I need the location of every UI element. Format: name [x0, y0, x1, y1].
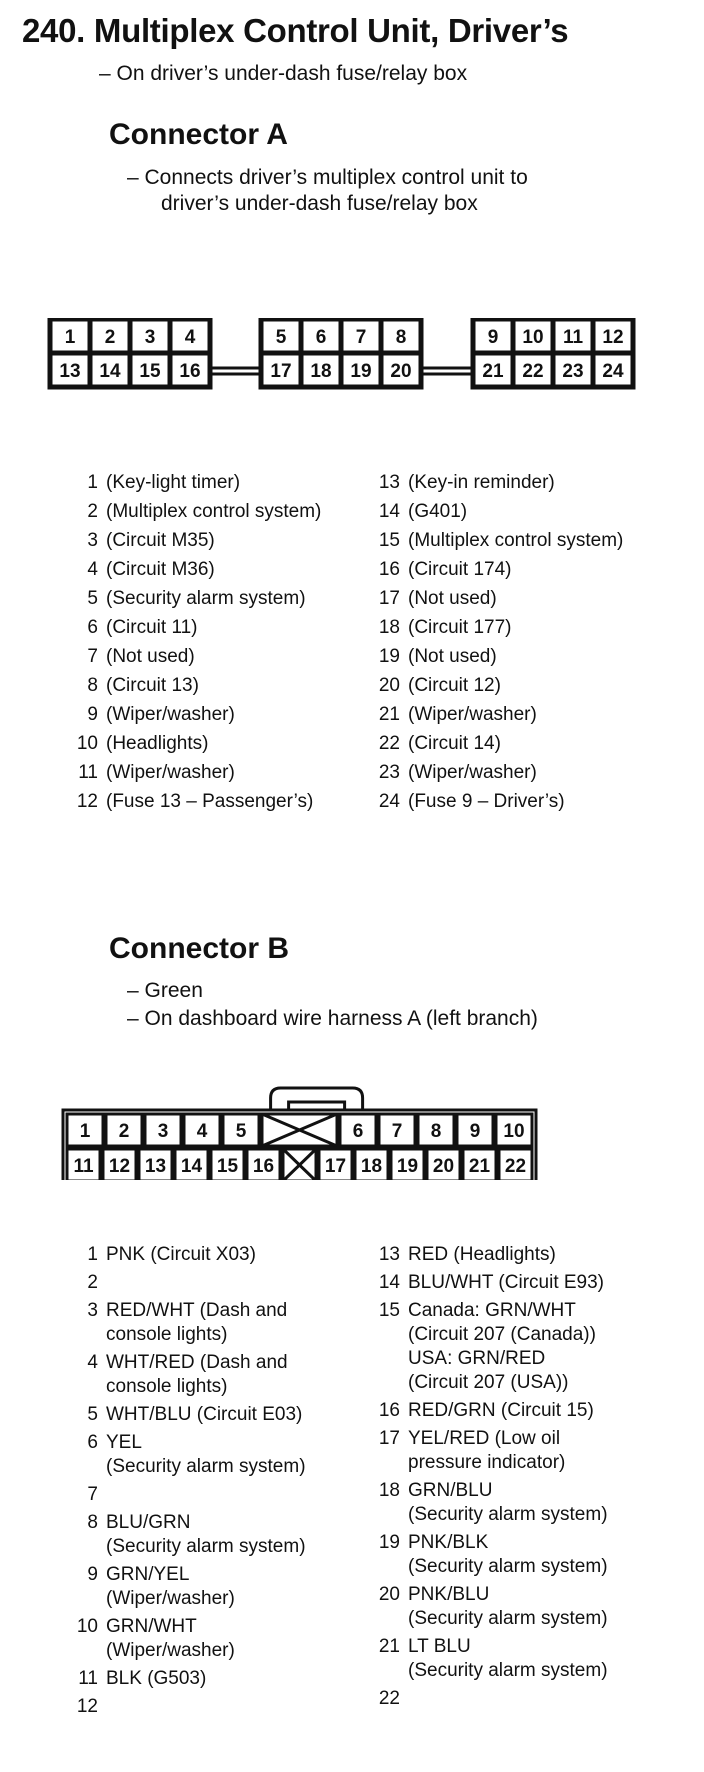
- pin-number: 11: [78, 1668, 98, 1689]
- pin-description: (Circuit 174): [408, 559, 512, 580]
- connector-b-cell-17-label: 17: [324, 1156, 347, 1177]
- connector-a-cell-6-label: 6: [315, 327, 327, 348]
- pin-description: (Wiper/washer): [408, 704, 537, 725]
- pin-number: 15: [378, 530, 400, 551]
- pin-description: (Multiplex control system): [106, 501, 322, 522]
- pin-number: 10: [76, 1616, 98, 1637]
- connector-b-cell-8-label: 8: [430, 1121, 442, 1142]
- connector-a-cell-21-label: 21: [482, 361, 504, 382]
- connector-a-desc-line2: driver’s under-dash fuse/relay box: [161, 192, 478, 215]
- connector-b-cell-7-label: 7: [391, 1121, 403, 1142]
- connector-a-cell-9-label: 9: [487, 327, 499, 348]
- pin-number: 21: [378, 704, 400, 725]
- pin-number: 11: [78, 762, 98, 783]
- connector-a-pin-4: [70, 555, 321, 584]
- pin-number: 5: [87, 588, 98, 609]
- connector-b-cell-19-label: 19: [396, 1156, 419, 1177]
- pin-description: (Fuse 13 – Passenger’s): [106, 791, 314, 812]
- connector-a-cell-16-label: 16: [179, 361, 201, 382]
- pin-number: 20: [378, 1584, 400, 1605]
- connector-a-pins-left: [70, 468, 321, 816]
- pin-number: 21: [378, 1636, 400, 1657]
- pin-description: RED/WHT (Dash and console lights): [106, 1300, 288, 1345]
- connector-b-pin-4: [70, 1351, 306, 1399]
- connector-a-cell-3-label: 3: [144, 327, 156, 348]
- connector-a-cell-18-label: 18: [310, 361, 332, 382]
- pin-description: (Circuit 11): [106, 617, 198, 638]
- connector-b-cell-2-label: 2: [118, 1121, 130, 1142]
- connector-b-cell-4-label: 4: [196, 1121, 208, 1142]
- pin-description: (Circuit M35): [106, 530, 215, 551]
- pin-number: 2: [87, 501, 98, 522]
- connector-b-pin-6: [70, 1431, 306, 1479]
- connector-b-pin-19: [372, 1531, 608, 1579]
- pin-description: YEL/RED (Low oil pressure indicator): [408, 1428, 566, 1473]
- connector-a-pins-right: [372, 468, 623, 816]
- connector-a-cell-19-label: 19: [350, 361, 372, 382]
- pin-number: 24: [378, 791, 400, 812]
- pin-description: (Circuit M36): [106, 559, 215, 580]
- connector-b-cell-13-label: 13: [144, 1156, 167, 1177]
- connector-b-location: – On dashboard wire harness A (left branch): [127, 1007, 538, 1030]
- pin-number: 7: [87, 646, 98, 667]
- connector-a-desc-line1: – Connects driver’s multiplex control unit to: [127, 166, 528, 189]
- connector-b-cell-16-label: 16: [252, 1156, 275, 1177]
- connector-b-pin-1: [70, 1243, 306, 1267]
- connector-b-pin-5: [70, 1403, 306, 1427]
- connector-a-cell-2-label: 2: [104, 327, 116, 348]
- pin-number: 5: [87, 1404, 98, 1425]
- pin-number: 6: [87, 617, 98, 638]
- connector-a-cell-7-label: 7: [355, 327, 367, 348]
- connector-b-latch: [271, 1088, 363, 1110]
- connector-a-pin-14: [372, 497, 623, 526]
- connector-b-cell-22-label: 22: [504, 1156, 527, 1177]
- connector-b-pin-18: [372, 1479, 608, 1527]
- connector-a-pin-15: [372, 526, 623, 555]
- connector-b-cell-11-label: 11: [73, 1156, 94, 1177]
- connector-a-diagram: [0, 318, 704, 390]
- pin-number: 15: [378, 1300, 400, 1321]
- connector-b-pin-2: [70, 1271, 306, 1295]
- connector-b-pin-11: [70, 1667, 306, 1691]
- pin-number: 8: [87, 1512, 98, 1533]
- connector-b-pin-3: [70, 1299, 306, 1347]
- pin-description: (Fuse 9 – Driver’s): [408, 791, 565, 812]
- pin-number: 19: [378, 646, 400, 667]
- connector-a-pin-6: [70, 613, 321, 642]
- pin-description: Canada: GRN/WHT (Circuit 207 (Canada)) USA: GRN/RED (Circuit 207 (USA)): [408, 1300, 596, 1393]
- connector-a-cell-17-label: 17: [270, 361, 292, 382]
- connector-a-cell-14-label: 14: [99, 361, 121, 382]
- connector-a-pin-20: [372, 671, 623, 700]
- connector-a-pin-18: [372, 613, 623, 642]
- connector-a-pin-21: [372, 700, 623, 729]
- pin-number: 1: [87, 1244, 98, 1265]
- pin-description: WHT/BLU (Circuit E03): [106, 1404, 303, 1425]
- pin-description: GRN/BLU (Security alarm system): [408, 1480, 608, 1525]
- pin-description: (Circuit 177): [408, 617, 512, 638]
- pin-description: PNK/BLK (Security alarm system): [408, 1532, 608, 1577]
- pin-description: GRN/WHT (Wiper/washer): [106, 1616, 235, 1661]
- pin-description: (Circuit 14): [408, 733, 501, 754]
- connector-b-pin-14: [372, 1271, 608, 1295]
- pin-number: 8: [87, 675, 98, 696]
- pin-description: (Not used): [106, 646, 195, 667]
- connector-a-cell-15-label: 15: [139, 361, 161, 382]
- pin-number: 7: [87, 1484, 98, 1505]
- connector-a-cell-13-label: 13: [59, 361, 81, 382]
- pin-description: GRN/YEL (Wiper/washer): [106, 1564, 235, 1609]
- connector-a-cell-20-label: 20: [390, 361, 412, 382]
- pin-description: PNK (Circuit X03): [106, 1244, 256, 1265]
- pin-description: (Headlights): [106, 733, 209, 754]
- page-title: 240. Multiplex Control Unit, Driver’s: [22, 12, 569, 49]
- connector-a-pin-22: [372, 729, 623, 758]
- connector-b-pin-16: [372, 1399, 608, 1423]
- pin-number: 16: [378, 559, 400, 580]
- pin-number: 13: [378, 1244, 400, 1265]
- unit-location: – On driver’s under-dash fuse/relay box: [99, 62, 468, 85]
- pin-number: 17: [378, 1428, 400, 1449]
- connector-a-pin-2: [70, 497, 321, 526]
- connector-a-pin-19: [372, 642, 623, 671]
- connector-a-cell-10-label: 10: [522, 327, 544, 348]
- pin-number: 1: [87, 472, 98, 493]
- connector-a-cell-23-label: 23: [562, 361, 584, 382]
- pin-description: (Wiper/washer): [106, 704, 235, 725]
- connector-a-pin-8: [70, 671, 321, 700]
- pin-description: BLU/GRN (Security alarm system): [106, 1512, 306, 1557]
- pin-description: RED/GRN (Circuit 15): [408, 1400, 594, 1421]
- pin-description: (Security alarm system): [106, 588, 306, 609]
- connector-b-pin-15: [372, 1299, 608, 1395]
- pin-number: 16: [378, 1400, 400, 1421]
- connector-a-pin-10: [70, 729, 321, 758]
- connector-a-cell-22-label: 22: [522, 361, 544, 382]
- pin-number: 10: [76, 733, 98, 754]
- connector-a-pin-24: [372, 787, 623, 816]
- connector-b-cell-10-label: 10: [503, 1121, 525, 1142]
- connector-a-heading: Connector A: [109, 118, 288, 151]
- connector-b-color: – Green: [127, 979, 203, 1002]
- pin-description: (Circuit 13): [106, 675, 199, 696]
- connector-b-pins-left: [70, 1243, 306, 1723]
- pin-number: 22: [378, 733, 400, 754]
- pin-description: (G401): [408, 501, 468, 522]
- connector-b-cell-12-label: 12: [108, 1156, 131, 1177]
- pin-number: 14: [378, 1272, 400, 1293]
- pin-description: (Key-in reminder): [408, 472, 555, 493]
- connector-b-cell-3-label: 3: [157, 1121, 169, 1142]
- pin-number: 19: [378, 1532, 400, 1553]
- pin-number: 3: [87, 1300, 98, 1321]
- connector-b-cell-14-label: 14: [180, 1156, 203, 1177]
- connector-b-pin-10: [70, 1615, 306, 1663]
- pin-number: 12: [76, 1696, 98, 1717]
- connector-b-cell-9-label: 9: [469, 1121, 481, 1142]
- pin-number: 18: [378, 1480, 400, 1501]
- connector-a-cell-8-label: 8: [395, 327, 407, 348]
- connector-b-cell-1-label: 1: [79, 1121, 91, 1142]
- connector-b-cell-6-label: 6: [352, 1121, 364, 1142]
- connector-a-cell-1-label: 1: [64, 327, 76, 348]
- connector-a-pin-23: [372, 758, 623, 787]
- pin-number: 9: [87, 1564, 98, 1585]
- pin-description: WHT/RED (Dash and console lights): [106, 1352, 288, 1397]
- connector-a-cell-24-label: 24: [602, 361, 624, 382]
- pin-description: BLK (G503): [106, 1668, 207, 1689]
- connector-a-pin-13: [372, 468, 623, 497]
- pin-description: PNK/BLU (Security alarm system): [408, 1584, 608, 1629]
- connector-b-pins-right: [372, 1243, 608, 1715]
- connector-a-cell-5-label: 5: [275, 327, 287, 348]
- pin-description: (Circuit 12): [408, 675, 501, 696]
- pin-number: 20: [378, 675, 400, 696]
- pin-description: (Wiper/washer): [106, 762, 235, 783]
- pin-number: 3: [87, 530, 98, 551]
- pin-number: 6: [87, 1432, 98, 1453]
- connector-b-pin-12: [70, 1695, 306, 1719]
- connector-b-diagram: [0, 1070, 704, 1180]
- connector-b-cell-18-label: 18: [360, 1156, 383, 1177]
- connector-a-pin-17: [372, 584, 623, 613]
- pin-number: 22: [378, 1688, 400, 1709]
- connector-a-pin-1: [70, 468, 321, 497]
- connector-b-cell-15-label: 15: [216, 1156, 239, 1177]
- connector-a-pin-3: [70, 526, 321, 555]
- pin-number: 14: [378, 501, 400, 522]
- connector-b-pin-21: [372, 1635, 608, 1683]
- connector-b-pin-22: [372, 1687, 608, 1711]
- pin-description: BLU/WHT (Circuit E93): [408, 1272, 605, 1293]
- connector-a-pin-5: [70, 584, 321, 613]
- pin-number: 2: [87, 1272, 98, 1293]
- pin-number: 18: [378, 617, 400, 638]
- pin-description: YEL (Security alarm system): [106, 1432, 306, 1477]
- pin-number: 23: [378, 762, 400, 783]
- pin-description: LT BLU (Security alarm system): [408, 1636, 608, 1681]
- pin-number: 17: [378, 588, 400, 609]
- pin-number: 13: [378, 472, 400, 493]
- connector-a-pin-7: [70, 642, 321, 671]
- pin-number: 4: [87, 559, 98, 580]
- connector-a-pin-12: [70, 787, 321, 816]
- pin-number: 9: [87, 704, 98, 725]
- pin-description: (Wiper/washer): [408, 762, 537, 783]
- connector-a-cell-4-label: 4: [184, 327, 196, 348]
- connector-a-cell-12-label: 12: [602, 327, 624, 348]
- connector-a-pin-9: [70, 700, 321, 729]
- pin-description: (Not used): [408, 646, 497, 667]
- connector-b-cell-21-label: 21: [468, 1156, 491, 1177]
- connector-a-pin-16: [372, 555, 623, 584]
- connector-a-pin-11: [70, 758, 321, 787]
- pin-description: (Key-light timer): [106, 472, 241, 493]
- connector-b-pin-20: [372, 1583, 608, 1631]
- connector-a-cell-11-label: 11: [562, 327, 584, 348]
- pin-number: 12: [76, 791, 98, 812]
- connector-b-heading: Connector B: [109, 932, 289, 965]
- connector-b-pin-8: [70, 1511, 306, 1559]
- pin-description: (Not used): [408, 588, 497, 609]
- connector-b-pin-7: [70, 1483, 306, 1507]
- connector-b-pin-9: [70, 1563, 306, 1611]
- connector-b-cell-5-label: 5: [235, 1121, 247, 1142]
- connector-b-cell-20-label: 20: [432, 1156, 455, 1177]
- pin-number: 4: [87, 1352, 98, 1373]
- pin-description: RED (Headlights): [408, 1244, 556, 1265]
- connector-b-pin-13: [372, 1243, 608, 1267]
- connector-b-pin-17: [372, 1427, 608, 1475]
- pin-description: (Multiplex control system): [408, 530, 624, 551]
